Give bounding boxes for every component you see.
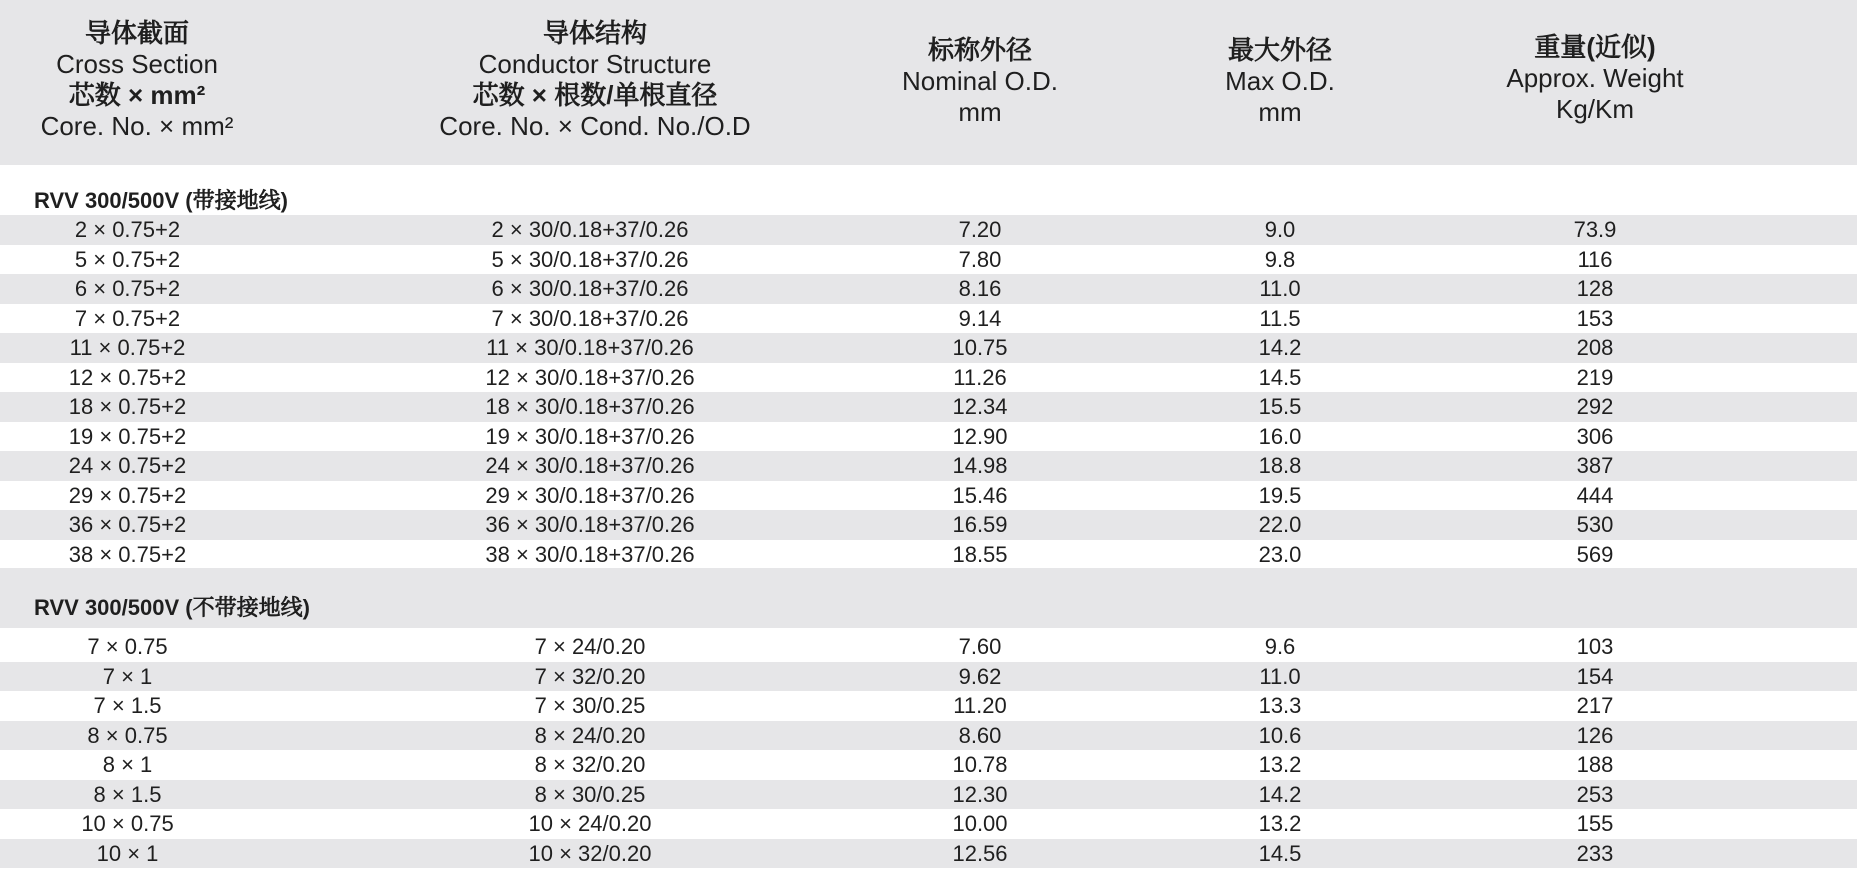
approx-weight-cell: 387 — [1576, 453, 1614, 478]
nominal-od-cell: 12.56 — [952, 840, 1008, 866]
cross-section-cell: 7 × 1 — [102, 663, 153, 689]
cross-section-cell: 36 × 0.75+2 — [68, 512, 187, 537]
cross-section-cell: 19 × 0.75+2 — [68, 423, 187, 449]
section-title-text: RVV 300/500V (不带接地线) — [34, 595, 310, 620]
nominal-od-cell: 8.60 — [958, 722, 1002, 748]
table-row — [0, 691, 1857, 721]
max-od-cell: 13.3 — [1258, 693, 1302, 718]
table-row — [0, 481, 1857, 511]
max-od-cell: 14.2 — [1258, 781, 1302, 807]
nominal-od-cell: 11.26 — [953, 364, 1007, 390]
conductor-structure-cell: 36 × 30/0.18+37/0.26 — [485, 512, 695, 537]
table-row — [0, 304, 1857, 334]
header-max-od — [1180, 35, 1380, 128]
conductor-structure-cell: 18 × 30/0.18+37/0.26 — [485, 394, 695, 419]
max-od-cell: 9.6 — [1264, 634, 1296, 659]
table-row — [0, 363, 1857, 393]
cross-section-cell: 8 × 0.75 — [87, 722, 168, 748]
max-od-cell: 9.0 — [1264, 217, 1296, 242]
header-approx-weight — [1470, 32, 1720, 125]
header-line: Cross Section — [56, 49, 218, 79]
nominal-od-cell: 9.62 — [958, 663, 1002, 689]
section-title-without-ground — [0, 577, 1857, 627]
table-row — [0, 839, 1857, 869]
max-od-cell: 18.8 — [1258, 453, 1302, 478]
cross-section-cell: 5 × 0.75+2 — [74, 246, 181, 272]
section-title-with-ground — [0, 170, 1857, 220]
header-line: Core. No. × mm² — [40, 111, 234, 141]
nominal-od-cell: 11.20 — [953, 693, 1007, 718]
conductor-structure-cell: 2 × 30/0.18+37/0.26 — [491, 217, 689, 242]
table-row — [0, 510, 1857, 540]
conductor-structure-cell: 29 × 30/0.18+37/0.26 — [485, 482, 695, 508]
header-line: 芯数 × mm² — [68, 80, 206, 110]
nominal-od-cell: 10.00 — [952, 811, 1008, 836]
header-line: Conductor Structure — [478, 49, 712, 79]
max-od-cell: 11.5 — [1259, 305, 1301, 331]
header-line: 导体结构 — [542, 18, 647, 48]
table-row — [0, 451, 1857, 481]
approx-weight-cell: 126 — [1576, 722, 1614, 748]
max-od-cell: 11.0 — [1259, 663, 1301, 689]
cross-section-cell: 29 × 0.75+2 — [68, 482, 187, 508]
conductor-structure-cell: 8 × 24/0.20 — [534, 722, 646, 748]
nominal-od-cell: 12.30 — [952, 781, 1008, 807]
cross-section-cell: 7 × 0.75 — [87, 634, 168, 659]
header-line: mm — [1258, 97, 1302, 127]
conductor-structure-cell: 7 × 30/0.25 — [534, 693, 646, 718]
approx-weight-cell: 444 — [1576, 482, 1614, 508]
max-od-cell: 23.0 — [1258, 541, 1302, 567]
header-cross-section — [22, 18, 252, 142]
cross-section-cell: 6 × 0.75+2 — [74, 276, 181, 301]
approx-weight-cell: 103 — [1576, 634, 1614, 659]
approx-weight-cell: 153 — [1576, 305, 1614, 331]
approx-weight-cell: 306 — [1576, 423, 1614, 449]
approx-weight-cell: 154 — [1576, 663, 1614, 689]
cross-section-cell: 11 × 0.75+2 — [69, 335, 186, 360]
nominal-od-cell: 10.75 — [952, 335, 1008, 360]
header-line: Approx. Weight — [1506, 63, 1684, 93]
max-od-cell: 19.5 — [1258, 482, 1302, 508]
max-od-cell: 14.5 — [1258, 364, 1302, 390]
max-od-cell: 13.2 — [1258, 811, 1302, 836]
max-od-cell: 9.8 — [1264, 246, 1296, 272]
max-od-cell: 16.0 — [1258, 423, 1302, 449]
approx-weight-cell: 208 — [1576, 335, 1614, 360]
header-line: 芯数 × 根数/单根直径 — [472, 80, 718, 110]
approx-weight-cell: 233 — [1576, 840, 1614, 866]
approx-weight-cell: 217 — [1576, 693, 1614, 718]
cross-section-cell: 38 × 0.75+2 — [68, 541, 187, 567]
conductor-structure-cell: 8 × 30/0.25 — [534, 781, 646, 807]
approx-weight-cell: 569 — [1576, 541, 1614, 567]
max-od-cell: 14.2 — [1258, 335, 1302, 360]
nominal-od-cell: 8.16 — [958, 276, 1002, 301]
nominal-od-cell: 16.59 — [952, 512, 1008, 537]
max-od-cell: 13.2 — [1258, 752, 1302, 777]
conductor-structure-cell: 8 × 32/0.20 — [534, 752, 646, 777]
header-conductor-structure — [400, 18, 790, 142]
max-od-cell: 11.0 — [1259, 276, 1301, 301]
conductor-structure-cell: 19 × 30/0.18+37/0.26 — [485, 423, 695, 449]
nominal-od-cell: 10.78 — [952, 752, 1008, 777]
conductor-structure-cell: 10 × 32/0.20 — [528, 840, 652, 866]
max-od-cell: 14.5 — [1258, 840, 1302, 866]
conductor-structure-cell: 5 × 30/0.18+37/0.26 — [491, 246, 689, 272]
cross-section-cell: 8 × 1 — [102, 752, 153, 777]
cross-section-cell: 12 × 0.75+2 — [68, 364, 187, 390]
table-header — [0, 0, 1857, 165]
cross-section-cell: 10 × 1 — [96, 840, 159, 866]
max-od-cell: 22.0 — [1258, 512, 1302, 537]
cross-section-cell: 8 × 1.5 — [93, 781, 162, 807]
header-line: 标称外径 — [927, 35, 1032, 65]
table-row — [0, 215, 1857, 245]
approx-weight-cell: 530 — [1576, 512, 1614, 537]
nominal-od-cell: 12.34 — [952, 394, 1008, 419]
approx-weight-cell: 116 — [1577, 246, 1613, 272]
conductor-structure-cell: 38 × 30/0.18+37/0.26 — [485, 541, 695, 567]
approx-weight-cell: 188 — [1576, 752, 1614, 777]
nominal-od-cell: 12.90 — [952, 423, 1008, 449]
table-row — [0, 809, 1857, 839]
approx-weight-cell: 155 — [1576, 811, 1614, 836]
cross-section-cell: 7 × 0.75+2 — [74, 305, 181, 331]
table-row — [0, 662, 1857, 692]
table-row — [0, 540, 1857, 570]
cross-section-cell: 7 × 1.5 — [93, 693, 162, 718]
table-row — [0, 422, 1857, 452]
cross-section-cell: 10 × 0.75 — [81, 811, 174, 836]
nominal-od-cell: 18.55 — [952, 541, 1008, 567]
nominal-od-cell: 14.98 — [952, 453, 1008, 478]
cross-section-cell: 2 × 0.75+2 — [74, 217, 181, 242]
nominal-od-cell: 7.20 — [958, 217, 1002, 242]
conductor-structure-cell: 10 × 24/0.20 — [528, 811, 652, 836]
table-row — [0, 274, 1857, 304]
table-row — [0, 780, 1857, 810]
cross-section-cell: 24 × 0.75+2 — [68, 453, 187, 478]
header-line: mm — [958, 97, 1002, 127]
conductor-structure-cell: 7 × 24/0.20 — [534, 634, 646, 659]
max-od-cell: 10.6 — [1258, 722, 1302, 748]
header-line: Nominal O.D. — [901, 66, 1059, 96]
header-line: 重量(近似) — [1534, 32, 1656, 62]
table-row — [0, 632, 1857, 662]
conductor-structure-cell: 12 × 30/0.18+37/0.26 — [485, 364, 695, 390]
table-row — [0, 721, 1857, 751]
nominal-od-cell: 9.14 — [958, 305, 1002, 331]
cross-section-cell: 18 × 0.75+2 — [68, 394, 187, 419]
nominal-od-cell: 7.60 — [958, 634, 1002, 659]
table-row — [0, 750, 1857, 780]
header-nominal-od — [880, 35, 1080, 128]
conductor-structure-cell: 11 × 30/0.18+37/0.26 — [486, 335, 694, 360]
approx-weight-cell: 253 — [1576, 781, 1614, 807]
header-line: Max O.D. — [1225, 66, 1335, 96]
conductor-structure-cell: 6 × 30/0.18+37/0.26 — [491, 276, 689, 301]
nominal-od-cell: 15.46 — [952, 482, 1008, 508]
conductor-structure-cell: 24 × 30/0.18+37/0.26 — [485, 453, 695, 478]
header-line: 导体截面 — [84, 18, 189, 48]
max-od-cell: 15.5 — [1258, 394, 1302, 419]
approx-weight-cell: 219 — [1576, 364, 1614, 390]
conductor-structure-cell: 7 × 30/0.18+37/0.26 — [491, 305, 689, 331]
approx-weight-cell: 292 — [1576, 394, 1614, 419]
conductor-structure-cell: 7 × 32/0.20 — [534, 663, 646, 689]
header-line: Core. No. × Cond. No./O.D — [439, 111, 751, 141]
table-row — [0, 245, 1857, 275]
section-title-text: RVV 300/500V (带接地线) — [34, 188, 288, 213]
header-line: Kg/Km — [1555, 94, 1635, 124]
table-row — [0, 333, 1857, 363]
approx-weight-cell: 73.9 — [1573, 217, 1617, 242]
approx-weight-cell: 128 — [1576, 276, 1614, 301]
nominal-od-cell: 7.80 — [958, 246, 1002, 272]
table-row — [0, 392, 1857, 422]
header-line: 最大外径 — [1227, 35, 1332, 65]
